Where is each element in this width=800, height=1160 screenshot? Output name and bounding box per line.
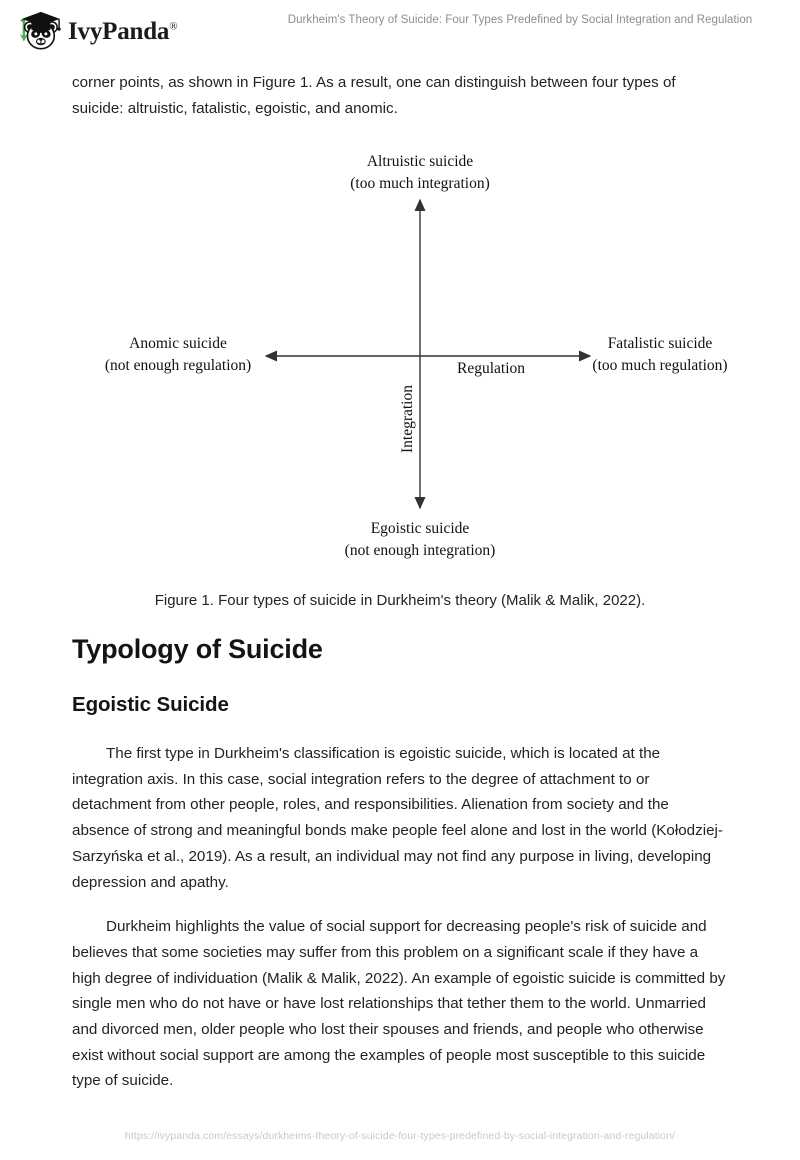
figure-label-altruistic-line2: (too much integration) [350, 174, 490, 192]
logo-wordmark [68, 19, 177, 44]
logo-registered-mark: ® [169, 20, 178, 33]
section-heading-typology: Typology of Suicide [72, 634, 323, 664]
figure-caption: Figure 1. Four types of suicide in Durkheim's theory (Malik & Malik, 2022). [154, 592, 646, 609]
figure-diagram [0, 140, 800, 580]
footer-source-url[interactable]: https://ivypanda.com/essays/durkheims-theory-of-suicide-four-types-predefined-by-social-integration-and-regulation/ [124, 1130, 676, 1142]
figure-label-anomic [105, 333, 251, 376]
page-footer [0, 1130, 800, 1142]
section-heading-egoistic: Egoistic Suicide [72, 693, 229, 716]
document-title: Durkheim's Theory of Suicide: Four Types Predefined by Social Integration and Regulation [287, 14, 753, 26]
figure-label-fatalistic [592, 333, 727, 376]
intro-paragraph-block [72, 70, 728, 121]
figure-label-fatalistic-line1: Fatalistic suicide [607, 335, 713, 352]
figure-label-egoistic-line1: Egoistic suicide [370, 520, 470, 537]
figure-label-anomic-line2: (not enough regulation) [104, 356, 252, 374]
panda-graduate-logo-icon [14, 8, 62, 54]
figure-label-egoistic-line2: (not enough integration) [344, 541, 496, 559]
logo-brand-text: IvyPanda [68, 17, 170, 45]
figure-label-egoistic [345, 518, 496, 561]
figure-axis-label-integration: Integration [399, 385, 416, 454]
paragraph-egoistic-1: The first type in Durkheim's classification is egoistic suicide, which is located at the integration axis. In this case, social integration refers to the degree of attachment to or detachment from other people, roles, and responsibilities. Alienation from society and the absence of strong and meaningful bonds make people feel alone and lost in the world (Kołodziej-Sarzyńska et al., 2019). As a result, an individual may not find any purpose in living, developing depression and apathy. [72, 745, 723, 891]
paragraph-egoistic-2: Durkheim highlights the value of social support for decreasing people's risk of suicide and believes that some societies may suffer from this problem on a significant scale if they have a high degree of individuation (Malik & Malik, 2022). An example of egoistic suicide is committed by single men who do not have or have lost relationships that tether them to the world. Unmarried and divorced men, older people who lost their spouses and friends, and people who otherwise exist without social support are among the examples of people most susceptible to this suicide type of suicide. [72, 918, 726, 1090]
figure-label-anomic-line1: Anomic suicide [129, 335, 227, 352]
figure-label-altruistic [350, 151, 489, 194]
intro-paragraph: corner points, as shown in Figure 1. As a result, one can distinguish between four types of suicide: altruistic, fatalistic, egoistic, and anomic. [72, 74, 676, 117]
figure-label-fatalistic-line2: (too much regulation) [592, 356, 728, 374]
figure-axis-label-regulation: Regulation [457, 360, 526, 377]
figure-label-altruistic-line1: Altruistic suicide [366, 153, 474, 170]
page-header [0, 0, 800, 62]
article-body [72, 634, 728, 1094]
site-logo[interactable] [14, 8, 177, 54]
